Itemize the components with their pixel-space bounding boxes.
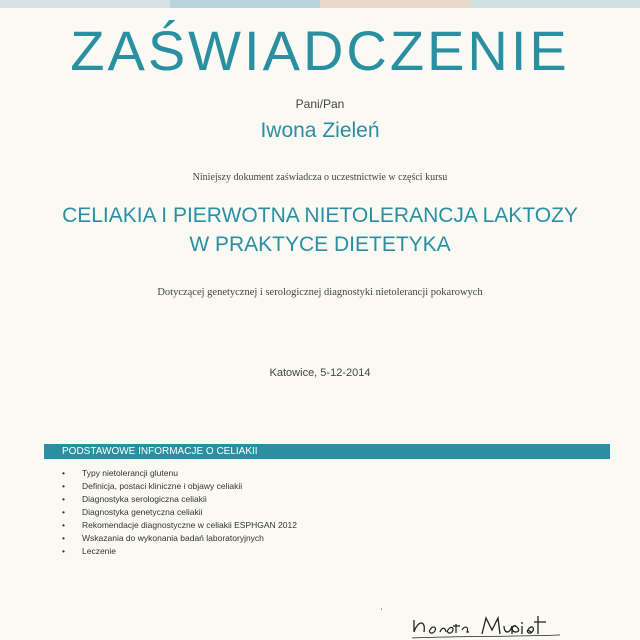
info-list <box>62 467 297 558</box>
place-date: Katowice, 5-12-2014 <box>269 367 371 379</box>
recipient-name: Iwona Zieleń <box>260 119 380 142</box>
course-title-line-2: W PRAKTYCE DIETETYKA <box>189 233 451 256</box>
list-item: • Leczenie <box>62 546 117 556</box>
course-subtitle: Dotyczącej genetycznej i serologicznej diagnostyki nietolerancji pokarowych <box>157 287 483 298</box>
signature-mark: ˈ <box>380 608 384 619</box>
list-item: • Wskazania do wykonania badań laboratoryjnych <box>62 533 264 543</box>
bullet-icon: • <box>62 507 65 517</box>
course-title-line-1: CELIAKIA I PIERWOTNA NIETOLERANCJA LAKTOZY <box>62 204 578 227</box>
top-photo-strip <box>0 0 640 10</box>
photo-strip-segment <box>0 0 170 8</box>
photo-strip-segment <box>170 0 320 8</box>
info-heading: PODSTAWOWE INFORMACJE O CELIAKII <box>62 446 258 457</box>
intro-text: Niniejszy dokument zaświadcza o uczestnictwie w części kursu <box>192 172 448 183</box>
bullet-icon: • <box>62 533 65 543</box>
list-item: • Rekomendacje diagnostyczne w celiakii ESPHGAN 2012 <box>62 520 297 530</box>
salutation: Pani/Pan <box>295 97 345 111</box>
bullet-icon: • <box>62 481 65 491</box>
handwritten-signature <box>410 612 570 640</box>
photo-strip-segment <box>320 0 470 8</box>
list-item: • Diagnostyka genetyczna celiakii <box>62 507 203 517</box>
photo-strip-segment <box>470 0 640 8</box>
bullet-icon: • <box>62 520 65 530</box>
bullet-icon: • <box>62 546 65 556</box>
list-item: • Typy nietolerancji glutenu <box>62 468 178 478</box>
list-item: • Definicja, postaci kliniczne i objawy celiakii <box>62 481 243 491</box>
list-item: • Diagnostyka serologiczna celiakii <box>62 494 207 504</box>
bullet-icon: • <box>62 468 65 478</box>
course-title <box>0 201 640 259</box>
info-heading-bar <box>44 444 610 459</box>
certificate-title: ZAŚWIADCZENIE <box>70 19 570 82</box>
bullet-icon: • <box>62 494 65 504</box>
